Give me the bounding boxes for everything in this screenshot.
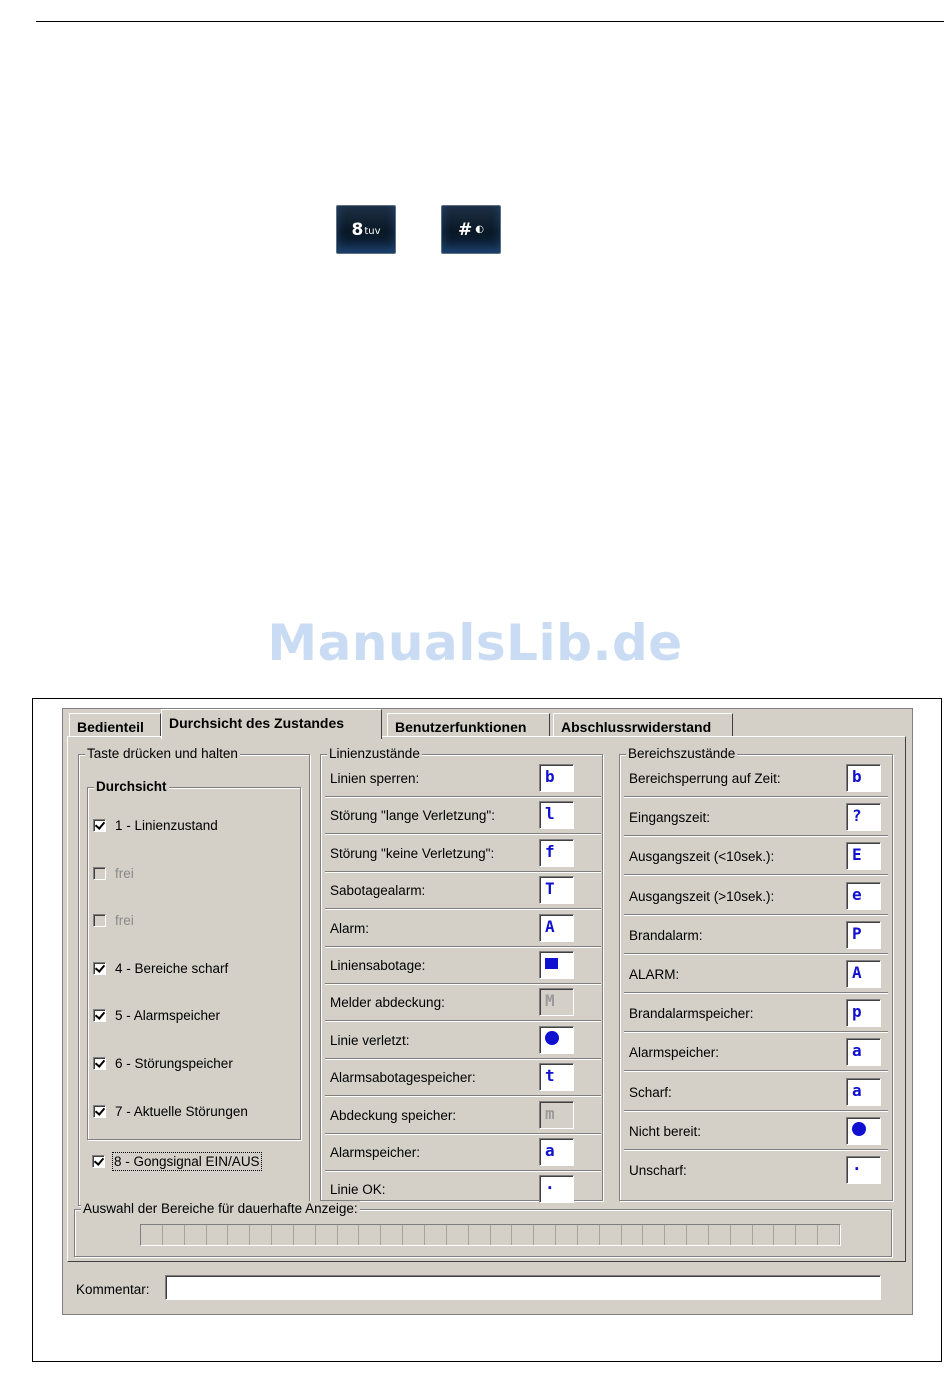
partition-segment[interactable] [141,1225,163,1245]
group-linien-title: Linienzustände [329,746,420,761]
bereich-row [624,917,888,954]
watermark: ManualsLib.de [267,614,683,672]
partition-segment[interactable] [250,1225,272,1245]
row-separator [624,1149,888,1150]
linien-row [325,760,601,797]
group-bereich [619,746,893,1201]
comment-input[interactable] [165,1275,881,1300]
linien-row-label: Alarmspeicher: [330,1145,421,1160]
tab-bedienteil[interactable]: Bedienteil [69,713,161,737]
durchsicht-checkbox-row[interactable] [93,1104,248,1119]
bereich-row-label: Nicht bereit: [629,1123,702,1139]
linien-row-label: Alarm: [330,920,370,936]
square-symbol-icon [545,958,558,969]
partition-segment[interactable] [818,1225,840,1245]
durchsicht-checkbox[interactable] [93,819,106,832]
linien-symbol-field[interactable]: A [539,914,574,942]
partition-segment[interactable] [359,1225,381,1245]
durchsicht-checkbox-row[interactable] [93,818,218,833]
linien-row-label: Abdeckung speicher: [330,1107,457,1123]
linien-row [325,910,601,947]
linien-symbol-field[interactable]: T [539,876,574,904]
linien-row-label: Störung "keine Verletzung": [330,845,495,861]
linien-symbol-field[interactable]: · [539,1175,574,1203]
linien-row [325,872,601,909]
linien-row [325,835,601,872]
durchsicht-checkbox-label: frei [115,913,134,929]
bereich-row [624,760,888,797]
group-bereich-title: Bereichszustände [628,746,736,761]
bereich-symbol-field[interactable]: p [846,999,881,1027]
dot-symbol-icon [545,1031,559,1045]
row-separator [624,1110,888,1111]
row-separator [624,953,888,954]
linien-row-label: Störung "lange Verletzung": [330,808,495,824]
row-separator [624,914,888,915]
partition-segment[interactable] [185,1225,207,1245]
bereich-row-label: Brandalarm: [629,927,703,943]
gong-checkbox-label: 8 - Gongsignal EIN/AUS [114,1154,260,1169]
durchsicht-checkbox-label: 6 - Störungspeicher [115,1056,233,1071]
group-durchsicht-title: Durchsicht [96,779,167,794]
bereich-symbol-field[interactable]: a [846,1038,881,1066]
durchsicht-checkbox-row[interactable] [93,961,228,976]
durchsicht-checkbox-label: frei [115,865,134,881]
linien-row-label: Linie verletzt: [330,1032,410,1048]
row-separator [624,1031,888,1032]
key-8-sub: tuv [364,226,381,237]
durchsicht-checkbox[interactable] [93,962,106,975]
bereich-symbol-field[interactable]: e [846,882,881,910]
linien-symbol-field[interactable] [539,1026,574,1054]
linien-row [325,797,601,834]
group-taste-title: Taste drücken und halten [87,746,238,761]
partition-segment[interactable] [600,1225,622,1245]
durchsicht-checkbox-row [93,913,134,928]
partition-segment[interactable] [491,1225,513,1245]
group-auswahl-title: Auswahl der Bereiche für dauerhafte Anzeige: [83,1201,358,1216]
partition-segment[interactable] [403,1225,425,1245]
half-circle-icon: ◐ [475,224,484,235]
bereich-row-label: Bereichsperrung auf Zeit: [629,771,781,786]
bereich-row [624,1074,888,1111]
bereich-row [624,838,888,875]
key-8-button[interactable] [336,205,396,254]
linien-row [325,1134,601,1171]
key-8-main: 8 [351,219,364,240]
linien-row-label: Liniensabotage: [330,958,426,973]
bereich-symbol-field[interactable]: P [846,921,881,949]
partition-segment[interactable] [687,1225,709,1245]
durchsicht-checkbox[interactable] [93,1057,106,1070]
row-separator [624,992,888,993]
group-auswahl [74,1201,892,1257]
linien-symbol-field[interactable]: f [539,839,574,867]
bereich-symbol-field[interactable]: ? [846,803,881,831]
durchsicht-checkbox[interactable] [93,1009,106,1022]
partition-segment[interactable] [228,1225,250,1245]
bereich-row-label: Alarmspeicher: [629,1045,720,1061]
durchsicht-checkbox-label: 5 - Alarmspeicher [115,1008,221,1024]
linien-symbol-field[interactable]: b [539,764,574,792]
bereich-row-label: Ausgangszeit (<10sek.): [629,849,775,865]
bereich-row [624,995,888,1032]
bereich-symbol-field[interactable]: a [846,1078,881,1106]
partition-segment[interactable] [731,1225,753,1245]
tab-durchsicht[interactable]: Durchsicht des Zustandes [161,709,382,739]
settings-dialog [62,708,913,1315]
partition-segment[interactable] [512,1225,534,1245]
linien-symbol-field[interactable]: t [539,1063,574,1091]
partition-segment[interactable] [469,1225,491,1245]
partition-segment[interactable] [796,1225,818,1245]
durchsicht-checkbox-row[interactable] [93,1056,233,1071]
durchsicht-checkbox[interactable] [93,1105,106,1118]
durchsicht-checkbox-row[interactable] [93,1008,220,1023]
partition-segment[interactable] [774,1225,796,1245]
linien-row [325,1171,601,1208]
partition-segment[interactable] [316,1225,338,1245]
durchsicht-checkbox-label: 7 - Aktuelle Störungen [115,1103,248,1119]
bereich-symbol-field[interactable] [846,1117,881,1145]
group-durchsicht [87,779,301,1140]
bereich-row [624,956,888,993]
bereich-symbol-field[interactable]: A [846,960,881,988]
linien-row [325,1059,601,1096]
tab-abschlusswiderstand[interactable]: Abschlussrwiderstand [553,713,733,737]
group-linien [320,746,603,1201]
linien-row-label: Sabotagealarm: [330,883,426,899]
row-separator [624,796,888,797]
partition-segment[interactable] [447,1225,469,1245]
linien-symbol-field[interactable]: m [539,1101,574,1129]
durchsicht-checkbox-label: 1 - Linienzustand [115,818,218,833]
bereich-row-label: ALARM: [629,967,680,982]
linien-row [325,984,601,1021]
bereich-row [624,1152,888,1189]
partition-segment[interactable] [753,1225,775,1245]
linien-symbol-field[interactable]: a [539,1138,574,1166]
durchsicht-checkbox [93,867,106,880]
gong-checkbox-row[interactable] [92,1154,260,1169]
bereich-row-label: Eingangszeit: [629,810,711,826]
bereich-symbol-field[interactable]: b [846,764,881,792]
linien-symbol-field[interactable]: l [539,801,574,829]
linien-row [325,947,601,984]
partition-segment[interactable] [272,1225,294,1245]
group-taste [78,746,310,1206]
row-separator [624,874,888,875]
row-separator [624,835,888,836]
linien-symbol-field[interactable]: M [539,988,574,1016]
top-rule [36,21,944,22]
durchsicht-checkbox-row [93,866,134,881]
linien-row-label: Linie OK: [330,1182,386,1198]
bereich-row-label: Brandalarmspeicher: [629,1006,754,1022]
partition-segment[interactable] [294,1225,316,1245]
linien-row-label: Alarmsabotagespeicher: [330,1070,476,1086]
bereich-symbol-field[interactable]: E [846,842,881,870]
partition-segment[interactable] [643,1225,665,1245]
partition-segment[interactable] [381,1225,403,1245]
partition-segment[interactable] [665,1225,687,1245]
partition-segment[interactable] [425,1225,447,1245]
durchsicht-checkbox [93,914,106,927]
key-hash-main: # [458,219,473,240]
partition-segment[interactable] [556,1225,578,1245]
linien-row [325,1022,601,1059]
partition-segment[interactable] [338,1225,360,1245]
partition-segment[interactable] [622,1225,644,1245]
linien-row-label: Melder abdeckung: [330,995,445,1011]
partition-segment[interactable] [709,1225,731,1245]
tab-page [67,736,906,1262]
row-separator [624,1070,888,1071]
partition-segment[interactable] [534,1225,556,1245]
bereich-row-label: Scharf: [629,1084,672,1100]
key-hash-button[interactable] [441,205,501,254]
gong-checkbox[interactable] [92,1155,105,1168]
bereich-symbol-field[interactable]: · [846,1156,881,1184]
bereich-row [624,1034,888,1071]
tab-benutzerfunktionen[interactable]: Benutzerfunktionen [387,713,550,737]
comment-label: Kommentar: [76,1282,150,1297]
bereich-row [624,799,888,836]
partition-selection-bar[interactable] [140,1224,841,1246]
durchsicht-checkbox-label: 4 - Bereiche scharf [115,960,229,976]
bereich-row-label: Unscharf: [629,1163,687,1178]
partition-segment[interactable] [578,1225,600,1245]
dot-symbol-icon [852,1122,866,1136]
linien-row [325,1097,601,1134]
linien-symbol-field[interactable] [539,951,574,979]
bereich-row [624,1113,888,1150]
linien-row-label: Linien sperren: [330,771,420,786]
bereich-row [624,878,888,915]
partition-segment[interactable] [163,1225,185,1245]
bereich-row-label: Ausgangszeit (>10sek.): [629,888,775,904]
partition-segment[interactable] [207,1225,229,1245]
